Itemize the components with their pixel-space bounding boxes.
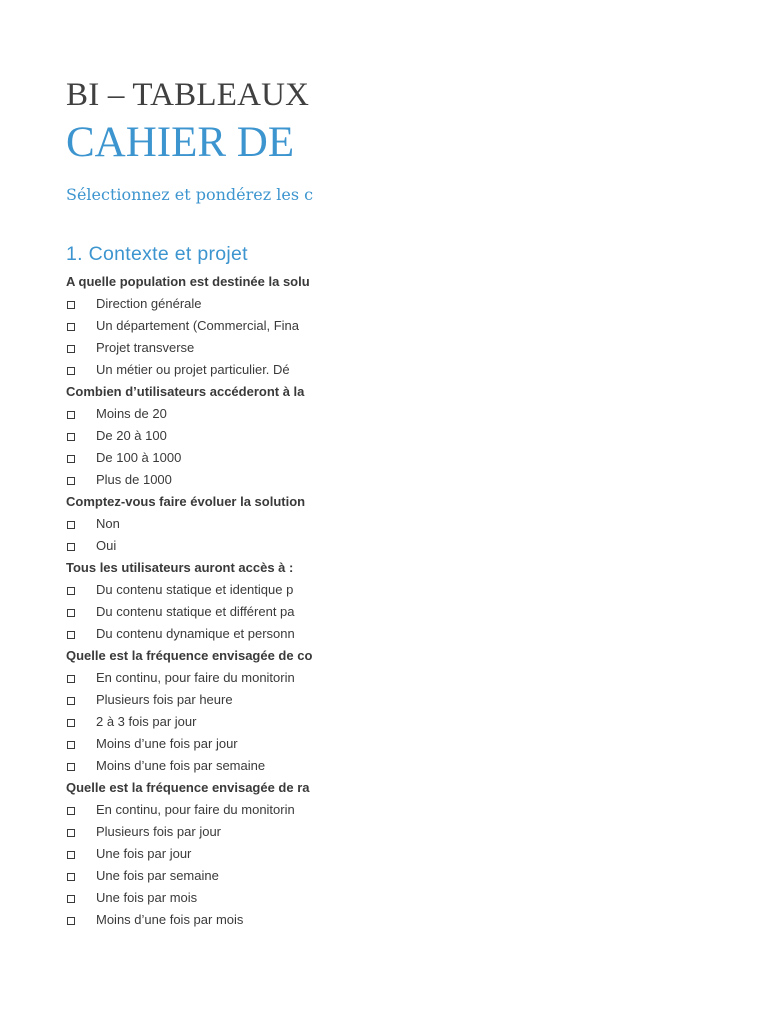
- option-label: Moins d’une fois par semaine: [96, 758, 266, 773]
- option-label: De 100 à 1000: [96, 450, 182, 465]
- question-text: Combien d’utilisateurs accéderont à la: [66, 384, 305, 399]
- option-label: En continu, pour faire du monitorin: [96, 670, 295, 685]
- checkbox-icon[interactable]: [67, 411, 75, 419]
- question-text: A quelle population est destinée la solu: [66, 274, 310, 289]
- checkbox-icon[interactable]: [67, 521, 75, 529]
- document-content: [66, 74, 313, 931]
- question-text: Comptez-vous faire évoluer la solution: [66, 494, 306, 509]
- checkbox-icon[interactable]: [67, 367, 75, 375]
- question-text: Tous les utilisateurs auront accès à :: [66, 560, 294, 575]
- checkbox-icon[interactable]: [67, 455, 75, 463]
- checkbox-icon[interactable]: [67, 829, 75, 837]
- section-heading: 1. Contexte et projet: [66, 243, 248, 265]
- option-item[interactable]: [66, 755, 313, 777]
- option-label: Une fois par jour: [96, 846, 192, 861]
- checkbox-icon[interactable]: [67, 323, 75, 331]
- option-item[interactable]: [66, 315, 313, 337]
- option-label: Plusieurs fois par jour: [96, 824, 221, 839]
- question-list: [66, 271, 313, 931]
- question-text: Quelle est la fréquence envisagée de ra: [66, 780, 310, 795]
- option-item[interactable]: [66, 821, 313, 843]
- checkbox-icon[interactable]: [67, 873, 75, 881]
- option-label: Direction générale: [96, 296, 202, 311]
- option-item[interactable]: [66, 799, 313, 821]
- option-label: 2 à 3 fois par jour: [96, 714, 197, 729]
- document-title-line-2: CAHIER DE: [66, 119, 295, 166]
- option-label: Plusieurs fois par heure: [96, 692, 233, 707]
- option-label: Une fois par mois: [96, 890, 198, 905]
- checkbox-icon[interactable]: [67, 675, 75, 683]
- option-label: Une fois par semaine: [96, 868, 219, 883]
- option-item[interactable]: [66, 689, 313, 711]
- checkbox-icon[interactable]: [67, 301, 75, 309]
- document-title-line-1: BI – TABLEAUX: [66, 77, 310, 113]
- option-item[interactable]: [66, 425, 313, 447]
- question-text: Quelle est la fréquence envisagée de co: [66, 648, 313, 663]
- option-label: Moins d’une fois par jour: [96, 736, 238, 751]
- checkbox-icon[interactable]: [67, 631, 75, 639]
- option-label: En continu, pour faire du monitorin: [96, 802, 295, 817]
- option-item[interactable]: [66, 909, 313, 931]
- checkbox-icon[interactable]: [67, 587, 75, 595]
- option-item[interactable]: [66, 513, 313, 535]
- checkbox-icon[interactable]: [67, 851, 75, 859]
- checkbox-icon[interactable]: [67, 433, 75, 441]
- option-item[interactable]: [66, 359, 313, 381]
- option-item[interactable]: [66, 601, 313, 623]
- checkbox-icon[interactable]: [67, 543, 75, 551]
- option-label: De 20 à 100: [96, 428, 167, 443]
- checkbox-icon[interactable]: [67, 345, 75, 353]
- option-label: Moins de 20: [96, 406, 167, 421]
- checkbox-icon[interactable]: [67, 477, 75, 485]
- document-subtitle: Sélectionnez et pondérez les c: [66, 185, 313, 204]
- checkbox-icon[interactable]: [67, 917, 75, 925]
- checkbox-icon[interactable]: [67, 741, 75, 749]
- option-item[interactable]: [66, 293, 313, 315]
- checkbox-icon[interactable]: [67, 697, 75, 705]
- option-item[interactable]: [66, 711, 313, 733]
- option-item[interactable]: [66, 447, 313, 469]
- option-item[interactable]: [66, 623, 313, 645]
- option-label: Moins d’une fois par mois: [96, 912, 244, 927]
- checkbox-icon[interactable]: [67, 763, 75, 771]
- checkbox-icon[interactable]: [67, 895, 75, 903]
- checkbox-icon[interactable]: [67, 609, 75, 617]
- option-item[interactable]: [66, 865, 313, 887]
- option-item[interactable]: [66, 579, 313, 601]
- option-item[interactable]: [66, 337, 313, 359]
- option-item[interactable]: [66, 535, 313, 557]
- option-label: Non: [96, 516, 120, 531]
- option-item[interactable]: [66, 733, 313, 755]
- option-item[interactable]: [66, 403, 313, 425]
- option-label: Du contenu statique et identique p: [96, 582, 294, 597]
- option-label: Projet transverse: [96, 340, 195, 355]
- option-item[interactable]: [66, 469, 313, 491]
- option-label: Un métier ou projet particulier. Dé: [96, 362, 290, 377]
- option-item[interactable]: [66, 667, 313, 689]
- checkbox-icon[interactable]: [67, 807, 75, 815]
- option-label: Plus de 1000: [96, 472, 172, 487]
- option-label: Du contenu statique et différent pa: [96, 604, 295, 619]
- checkbox-icon[interactable]: [67, 719, 75, 727]
- option-label: Oui: [96, 538, 117, 553]
- option-label: Un département (Commercial, Fina: [96, 318, 300, 333]
- option-item[interactable]: [66, 843, 313, 865]
- option-item[interactable]: [66, 887, 313, 909]
- option-label: Du contenu dynamique et personn: [96, 626, 295, 641]
